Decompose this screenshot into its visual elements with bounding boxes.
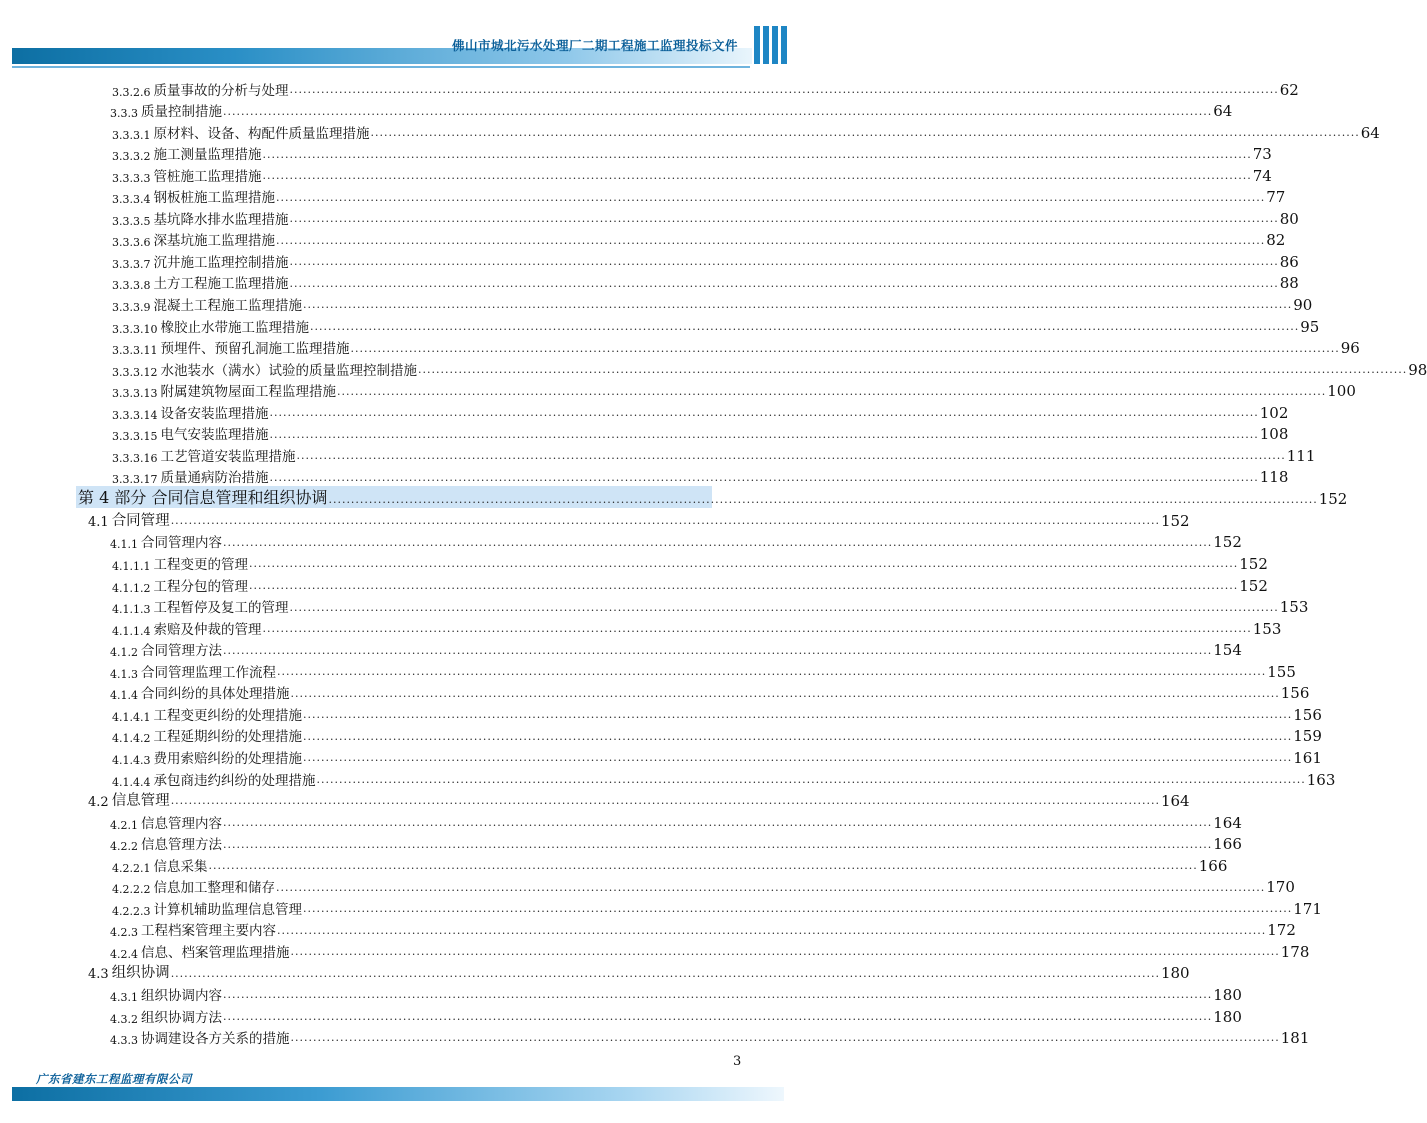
toc-entry[interactable] <box>76 443 1316 465</box>
toc-entry[interactable] <box>76 638 1242 660</box>
toc-entry-title: 混凝土工程施工监理措施 <box>153 298 302 315</box>
toc-entry-title: 工程变更的管理 <box>153 557 248 574</box>
toc-entry-page: 181 <box>1280 1029 1310 1048</box>
toc-entry[interactable] <box>76 681 1310 703</box>
toc-entry-number: 3.3.3.1 <box>112 128 151 142</box>
toc-entry-page: 161 <box>1293 748 1322 767</box>
toc-entry-page: 98 <box>1408 360 1427 379</box>
toc-entry[interactable] <box>76 875 1295 897</box>
toc-entry-number: 4.1.1 <box>110 538 138 552</box>
toc-entry-number: 4.1.4.3 <box>112 753 151 767</box>
toc-entry-page: 170 <box>1266 878 1295 897</box>
toc-entry-number: 3.3.3.11 <box>112 344 158 358</box>
toc-entry[interactable] <box>76 400 1289 422</box>
toc-leader-dots: ............................................................................................................................................................................................................................ <box>336 384 1327 398</box>
toc-entry[interactable] <box>76 832 1242 854</box>
toc-leader-dots: ............................................................................................................................................................................................................................ <box>223 535 1213 549</box>
toc-leader-dots: ............................................................................................................................................................................................................................ <box>290 686 1280 700</box>
toc-entry[interactable] <box>76 77 1299 99</box>
toc-entry[interactable] <box>76 1004 1242 1026</box>
toc-entry[interactable] <box>76 249 1299 271</box>
toc-leader-dots: ............................................................................................................................................................................................................................ <box>223 643 1213 657</box>
toc-leader-dots: ............................................................................................................................................................................................................................ <box>248 578 1239 592</box>
toc-leader-dots: ............................................................................................................................................................................................................................ <box>290 945 1280 959</box>
toc-entry-page: 152 <box>1213 533 1242 552</box>
toc-entry-title: 预埋件、预留孔洞施工监理措施 <box>160 341 350 358</box>
toc-entry-page: 64 <box>1213 102 1233 121</box>
toc-entry-page: 164 <box>1213 813 1242 832</box>
toc-entry[interactable] <box>76 551 1268 574</box>
toc-entry-page: 154 <box>1213 641 1242 660</box>
toc-entry[interactable] <box>76 422 1289 444</box>
toc-entry-title: 附属建筑物屋面工程监理措施 <box>160 384 336 401</box>
toc-entry-title: 基坑降水排水监理措施 <box>153 211 289 228</box>
toc-entry-title: 第 4 部分 合同信息管理和组织协调 <box>78 488 328 508</box>
toc-entry-title: 信息、档案管理监理措施 <box>141 944 290 961</box>
table-of-contents <box>76 77 1427 1048</box>
toc-entry[interactable] <box>76 724 1322 746</box>
toc-leader-dots: ............................................................................................................................................................................................................................ <box>269 427 1259 441</box>
toc-entry-number: 4.2.1 <box>110 818 138 832</box>
toc-entry-page: 88 <box>1279 274 1299 293</box>
toc-entry-page: 152 <box>1160 511 1190 530</box>
toc-entry-number: 4.2.2.3 <box>112 904 151 918</box>
toc-entry-title: 信息采集 <box>153 858 208 875</box>
toc-entry-page: 111 <box>1286 446 1316 465</box>
toc-entry-page: 178 <box>1280 942 1310 961</box>
toc-leader-dots: ............................................................................................................................................................................................................................ <box>289 600 1279 614</box>
toc-entry-title: 沉井施工监理控制措施 <box>153 254 289 271</box>
toc-entry-page: 155 <box>1267 662 1296 681</box>
toc-leader-dots: ............................................................................................................................................................................................................................ <box>262 147 1252 161</box>
toc-leader-dots: ............................................................................................................................................................................................................................ <box>223 988 1213 1002</box>
toc-entry-title: 土方工程施工监理措施 <box>153 276 289 293</box>
toc-leader-dots: ............................................................................................................................................................................................................................ <box>328 492 1318 506</box>
toc-entry[interactable] <box>76 314 1320 336</box>
toc-entry-number: 4.2.2.2 <box>112 883 151 897</box>
footer-company: 广东省建东工程监理有限公司 <box>36 1072 192 1086</box>
toc-entry[interactable] <box>76 896 1322 918</box>
toc-entry[interactable] <box>76 292 1313 315</box>
toc-entry-title: 计算机辅助监理信息管理 <box>153 901 302 918</box>
header-title: 佛山市城北污水处理厂二期工程施工监理投标文件 <box>451 38 738 53</box>
toc-entry[interactable] <box>76 206 1299 228</box>
toc-entry-title: 质量事故的分析与处理 <box>153 82 289 99</box>
toc-entry[interactable] <box>76 573 1268 595</box>
toc-entry[interactable] <box>76 185 1286 207</box>
toc-entry-page: 159 <box>1293 727 1322 746</box>
toc-entry[interactable] <box>76 336 1360 358</box>
toc-entry-page: 100 <box>1327 382 1356 401</box>
toc-entry-page: 82 <box>1266 231 1286 250</box>
toc-entry-title: 工程分包的管理 <box>153 578 248 595</box>
header-rule <box>12 66 750 68</box>
toc-entry-title: 钢板桩施工监理措施 <box>153 190 275 207</box>
toc-entry[interactable] <box>76 982 1242 1004</box>
toc-entry-number: 3.3.3.5 <box>112 214 151 228</box>
toc-leader-dots: ............................................................................................................................................................................................................................ <box>248 557 1239 571</box>
toc-entry-page: 62 <box>1279 80 1299 99</box>
toc-entry-title: 工程延期纠纷的处理措施 <box>153 729 302 746</box>
toc-entry-title: 信息管理内容 <box>141 815 222 832</box>
toc-entry[interactable] <box>76 810 1242 832</box>
toc-entry-number: 4.1.4 <box>110 689 138 703</box>
toc-leader-dots: ............................................................................................................................................................................................................................ <box>302 708 1293 722</box>
toc-entry-title: 设备安装监理措施 <box>160 405 269 422</box>
toc-entry-page: 156 <box>1293 705 1322 724</box>
toc-entry[interactable] <box>76 163 1272 185</box>
toc-entry-number: 4.1.4.4 <box>112 775 151 789</box>
toc-entry-number: 3.3.3.15 <box>112 430 158 444</box>
toc-entry-page: 164 <box>1160 792 1190 811</box>
toc-entry-title: 工程暂停及复工的管理 <box>153 600 289 617</box>
toc-entry-number: 3.3.3.3 <box>112 171 151 185</box>
toc-entry-page: 152 <box>1318 490 1348 509</box>
toc-entry-number: 3.3.3.9 <box>112 301 151 315</box>
toc-entry[interactable] <box>76 228 1286 250</box>
toc-leader-dots: ............................................................................................................................................................................................................................ <box>290 1031 1280 1045</box>
toc-entry-number: 4.1.1.2 <box>112 581 151 595</box>
toc-entry-title: 组织协调 <box>111 965 170 982</box>
toc-leader-dots: ............................................................................................................................................................................................................................ <box>302 751 1293 765</box>
toc-leader-dots: ............................................................................................................................................................................................................................ <box>170 966 1160 980</box>
toc-entry-title: 费用索赔纠纷的处理措施 <box>153 750 302 767</box>
toc-leader-dots: ............................................................................................................................................................................................................................ <box>277 923 1267 937</box>
toc-entry-title: 合同管理方法 <box>141 643 222 660</box>
toc-leader-dots: ............................................................................................................................................................................................................................ <box>277 665 1267 679</box>
toc-entry[interactable] <box>76 939 1310 961</box>
toc-leader-dots: ............................................................................................................................................................................................................................ <box>223 837 1213 851</box>
toc-entry-number: 4.1.4.1 <box>112 710 151 724</box>
toc-entry-number: 4.1.4.2 <box>112 732 151 746</box>
toc-entry[interactable] <box>76 789 1190 811</box>
toc-entry-number: 4.3.1 <box>110 990 138 1004</box>
toc-leader-dots: ............................................................................................................................................................................................................................ <box>223 816 1213 829</box>
toc-leader-dots: ............................................................................................................................................................................................................................ <box>269 406 1259 420</box>
toc-leader-dots: ............................................................................................................................................................................................................................ <box>289 212 1279 226</box>
toc-entry[interactable] <box>76 918 1296 940</box>
toc-entry[interactable] <box>76 1026 1310 1048</box>
toc-leader-dots: ............................................................................................................................................................................................................................ <box>269 470 1259 484</box>
toc-entry-number: 4.2.2 <box>110 840 138 854</box>
toc-entry-number: 3.3.2.6 <box>112 85 151 99</box>
toc-entry-number: 3.3.3.7 <box>112 257 151 271</box>
toc-entry-page: 180 <box>1213 1007 1242 1026</box>
toc-entry-title: 信息管理 <box>111 793 170 810</box>
toc-entry-title: 承包商违约纠纷的处理措施 <box>153 772 316 789</box>
toc-entry-title: 工程档案管理主要内容 <box>141 923 276 940</box>
toc-entry-page: 180 <box>1160 964 1190 983</box>
toc-entry-page: 118 <box>1259 468 1289 487</box>
toc-entry[interactable] <box>76 357 1427 379</box>
toc-entry-title: 组织协调方法 <box>141 1009 222 1026</box>
toc-entry-number: 3.3.3.12 <box>112 365 158 379</box>
toc-entry-number: 3.3.3.4 <box>112 193 151 207</box>
toc-entry-page: 90 <box>1293 296 1313 315</box>
toc-entry-number: 4.1.3 <box>110 667 138 681</box>
toc-entry-page: 73 <box>1252 145 1272 164</box>
toc-leader-dots: ............................................................................................................................................................................................................................ <box>262 169 1252 183</box>
page-number: 3 <box>733 1054 742 1069</box>
toc-entry-number: 3.3.3.8 <box>112 279 151 293</box>
toc-entry-page: 166 <box>1198 856 1228 875</box>
toc-entry-page: 95 <box>1300 317 1320 336</box>
toc-leader-dots: ............................................................................................................................................................................................................................ <box>309 319 1300 333</box>
toc-entry-page: 156 <box>1280 684 1310 703</box>
toc-entry-number: 4.1 <box>88 514 109 530</box>
toc-entry[interactable] <box>76 142 1272 164</box>
toc-entry[interactable] <box>76 120 1380 142</box>
toc-entry[interactable] <box>76 853 1228 875</box>
toc-leader-dots: ............................................................................................................................................................................................................................ <box>208 859 1198 873</box>
toc-entry-page: 163 <box>1306 770 1336 789</box>
toc-entry-title: 管桩施工监理措施 <box>153 168 262 185</box>
toc-entry-title: 电气安装监理措施 <box>160 427 269 444</box>
toc-entry-number: 3.3.3 <box>110 107 138 121</box>
toc-entry[interactable] <box>76 486 1348 509</box>
toc-entry-title: 信息管理方法 <box>141 837 222 854</box>
toc-entry[interactable] <box>76 530 1242 552</box>
toc-entry[interactable] <box>76 465 1289 487</box>
toc-leader-dots: ............................................................................................................................................................................................................................ <box>417 363 1408 377</box>
toc-leader-dots: ............................................................................................................................................................................................................................ <box>289 255 1279 269</box>
toc-entry-title: 水池装水（满水）试验的质量监理控制措施 <box>160 362 417 379</box>
toc-entry-title: 质量控制措施 <box>141 104 222 121</box>
toc-entry-number: 4.3 <box>88 967 109 983</box>
toc-entry-page: 153 <box>1252 619 1282 638</box>
toc-entry-page: 74 <box>1252 166 1272 185</box>
toc-entry-title: 橡胶止水带施工监理措施 <box>160 319 309 336</box>
toc-entry-title: 合同管理监理工作流程 <box>141 664 276 681</box>
toc-entry-number: 4.3.3 <box>110 1034 138 1048</box>
toc-leader-dots: ............................................................................................................................................................................................................................ <box>223 1009 1213 1023</box>
toc-entry-title: 合同管理 <box>111 512 170 529</box>
toc-entry-number: 4.2.2.1 <box>112 861 151 875</box>
toc-leader-dots: ............................................................................................................................................................................................................................ <box>289 276 1279 290</box>
toc-entry-page: 166 <box>1213 835 1242 854</box>
toc-entry-number: 3.3.3.16 <box>112 451 158 465</box>
toc-entry-number: 4.3.2 <box>110 1012 138 1026</box>
toc-entry-page: 102 <box>1259 403 1289 422</box>
toc-leader-dots: ............................................................................................................................................................................................................................ <box>350 341 1340 355</box>
toc-entry[interactable] <box>76 99 1233 121</box>
toc-leader-dots: ............................................................................................................................................................................................................................ <box>302 729 1293 743</box>
toc-entry[interactable] <box>76 508 1190 530</box>
toc-entry-number: 3.3.3.14 <box>112 408 158 422</box>
toc-entry[interactable] <box>76 271 1299 293</box>
toc-entry[interactable] <box>76 961 1190 983</box>
toc-entry-page: 108 <box>1259 425 1289 444</box>
toc-leader-dots: ............................................................................................................................................................................................................................ <box>302 298 1293 312</box>
toc-entry-page: 64 <box>1360 123 1380 142</box>
toc-entry-number: 4.1.1.1 <box>112 560 151 574</box>
toc-entry-title: 信息加工整理和储存 <box>153 880 275 897</box>
toc-entry-title: 组织协调内容 <box>141 987 222 1004</box>
toc-entry-page: 152 <box>1239 576 1268 595</box>
toc-entry-number: 3.3.3.10 <box>112 322 158 336</box>
toc-leader-dots: ............................................................................................................................................................................................................................ <box>296 449 1286 463</box>
toc-entry[interactable] <box>76 379 1356 401</box>
toc-entry-number: 4.1.1.3 <box>112 603 151 617</box>
toc-leader-dots: ............................................................................................................................................................................................................................ <box>275 190 1266 204</box>
toc-entry-page: 96 <box>1340 339 1360 358</box>
toc-entry-title: 合同管理内容 <box>141 535 222 552</box>
toc-entry-number: 4.2 <box>88 795 109 811</box>
toc-entry[interactable] <box>76 659 1296 681</box>
toc-entry-page: 77 <box>1266 188 1286 207</box>
toc-entry-title: 工程变更纠纷的处理措施 <box>153 707 302 724</box>
toc-entry-number: 4.1.1.4 <box>112 624 151 638</box>
toc-leader-dots: ............................................................................................................................................................................................................................ <box>302 902 1293 916</box>
toc-entry-number: 3.3.3.13 <box>112 387 158 401</box>
toc-entry-page: 180 <box>1213 985 1242 1004</box>
toc-leader-dots: ............................................................................................................................................................................................................................ <box>316 772 1306 786</box>
toc-entry-title: 质量通病防治措施 <box>160 470 269 487</box>
toc-entry-title: 深基坑施工监理措施 <box>153 233 275 250</box>
toc-entry-number: 4.2.3 <box>110 926 138 940</box>
toc-entry-page: 172 <box>1267 921 1296 940</box>
toc-leader-dots: ............................................................................................................................................................................................................................ <box>262 622 1252 636</box>
toc-entry[interactable] <box>76 745 1322 767</box>
toc-entry-page: 86 <box>1279 252 1299 271</box>
toc-entry-page: 171 <box>1293 899 1322 918</box>
toc-entry-number: 3.3.3.2 <box>112 150 151 164</box>
toc-leader-dots: ............................................................................................................................................................................................................................ <box>170 514 1160 528</box>
toc-entry-number: 4.1.2 <box>110 646 138 660</box>
toc-leader-dots: ............................................................................................................................................................................................................................ <box>223 104 1213 118</box>
toc-entry[interactable] <box>76 767 1336 789</box>
toc-entry[interactable] <box>76 702 1322 724</box>
toc-entry-number: 3.3.3.6 <box>112 236 151 250</box>
header-stripes-icon <box>754 26 788 64</box>
toc-entry-page: 153 <box>1279 598 1309 617</box>
toc-entry[interactable] <box>76 616 1282 638</box>
toc-entry-page: 152 <box>1239 555 1268 574</box>
toc-entry-title: 索赔及仲裁的管理 <box>153 621 262 638</box>
toc-entry-page: 80 <box>1279 209 1299 228</box>
toc-leader-dots: ............................................................................................................................................................................................................................ <box>275 880 1266 894</box>
toc-entry-number: 3.3.3.17 <box>112 473 158 487</box>
toc-leader-dots: ............................................................................................................................................................................................................................ <box>289 82 1279 96</box>
toc-leader-dots: ............................................................................................................................................................................................................................ <box>370 126 1360 140</box>
toc-entry-title: 施工测量监理措施 <box>153 147 262 164</box>
toc-entry[interactable] <box>76 595 1309 617</box>
toc-entry-title: 原材料、设备、构配件质量监理措施 <box>153 125 370 142</box>
toc-leader-dots: ............................................................................................................................................................................................................................ <box>170 794 1160 808</box>
toc-entry-number: 4.2.4 <box>110 947 138 961</box>
toc-entry-title: 合同纠纷的具体处理措施 <box>141 686 290 703</box>
toc-entry-title: 协调建设各方关系的措施 <box>141 1031 290 1048</box>
footer-bar <box>12 1087 784 1101</box>
toc-entry-title: 工艺管道安装监理措施 <box>160 448 296 465</box>
toc-leader-dots: ............................................................................................................................................................................................................................ <box>275 233 1266 247</box>
